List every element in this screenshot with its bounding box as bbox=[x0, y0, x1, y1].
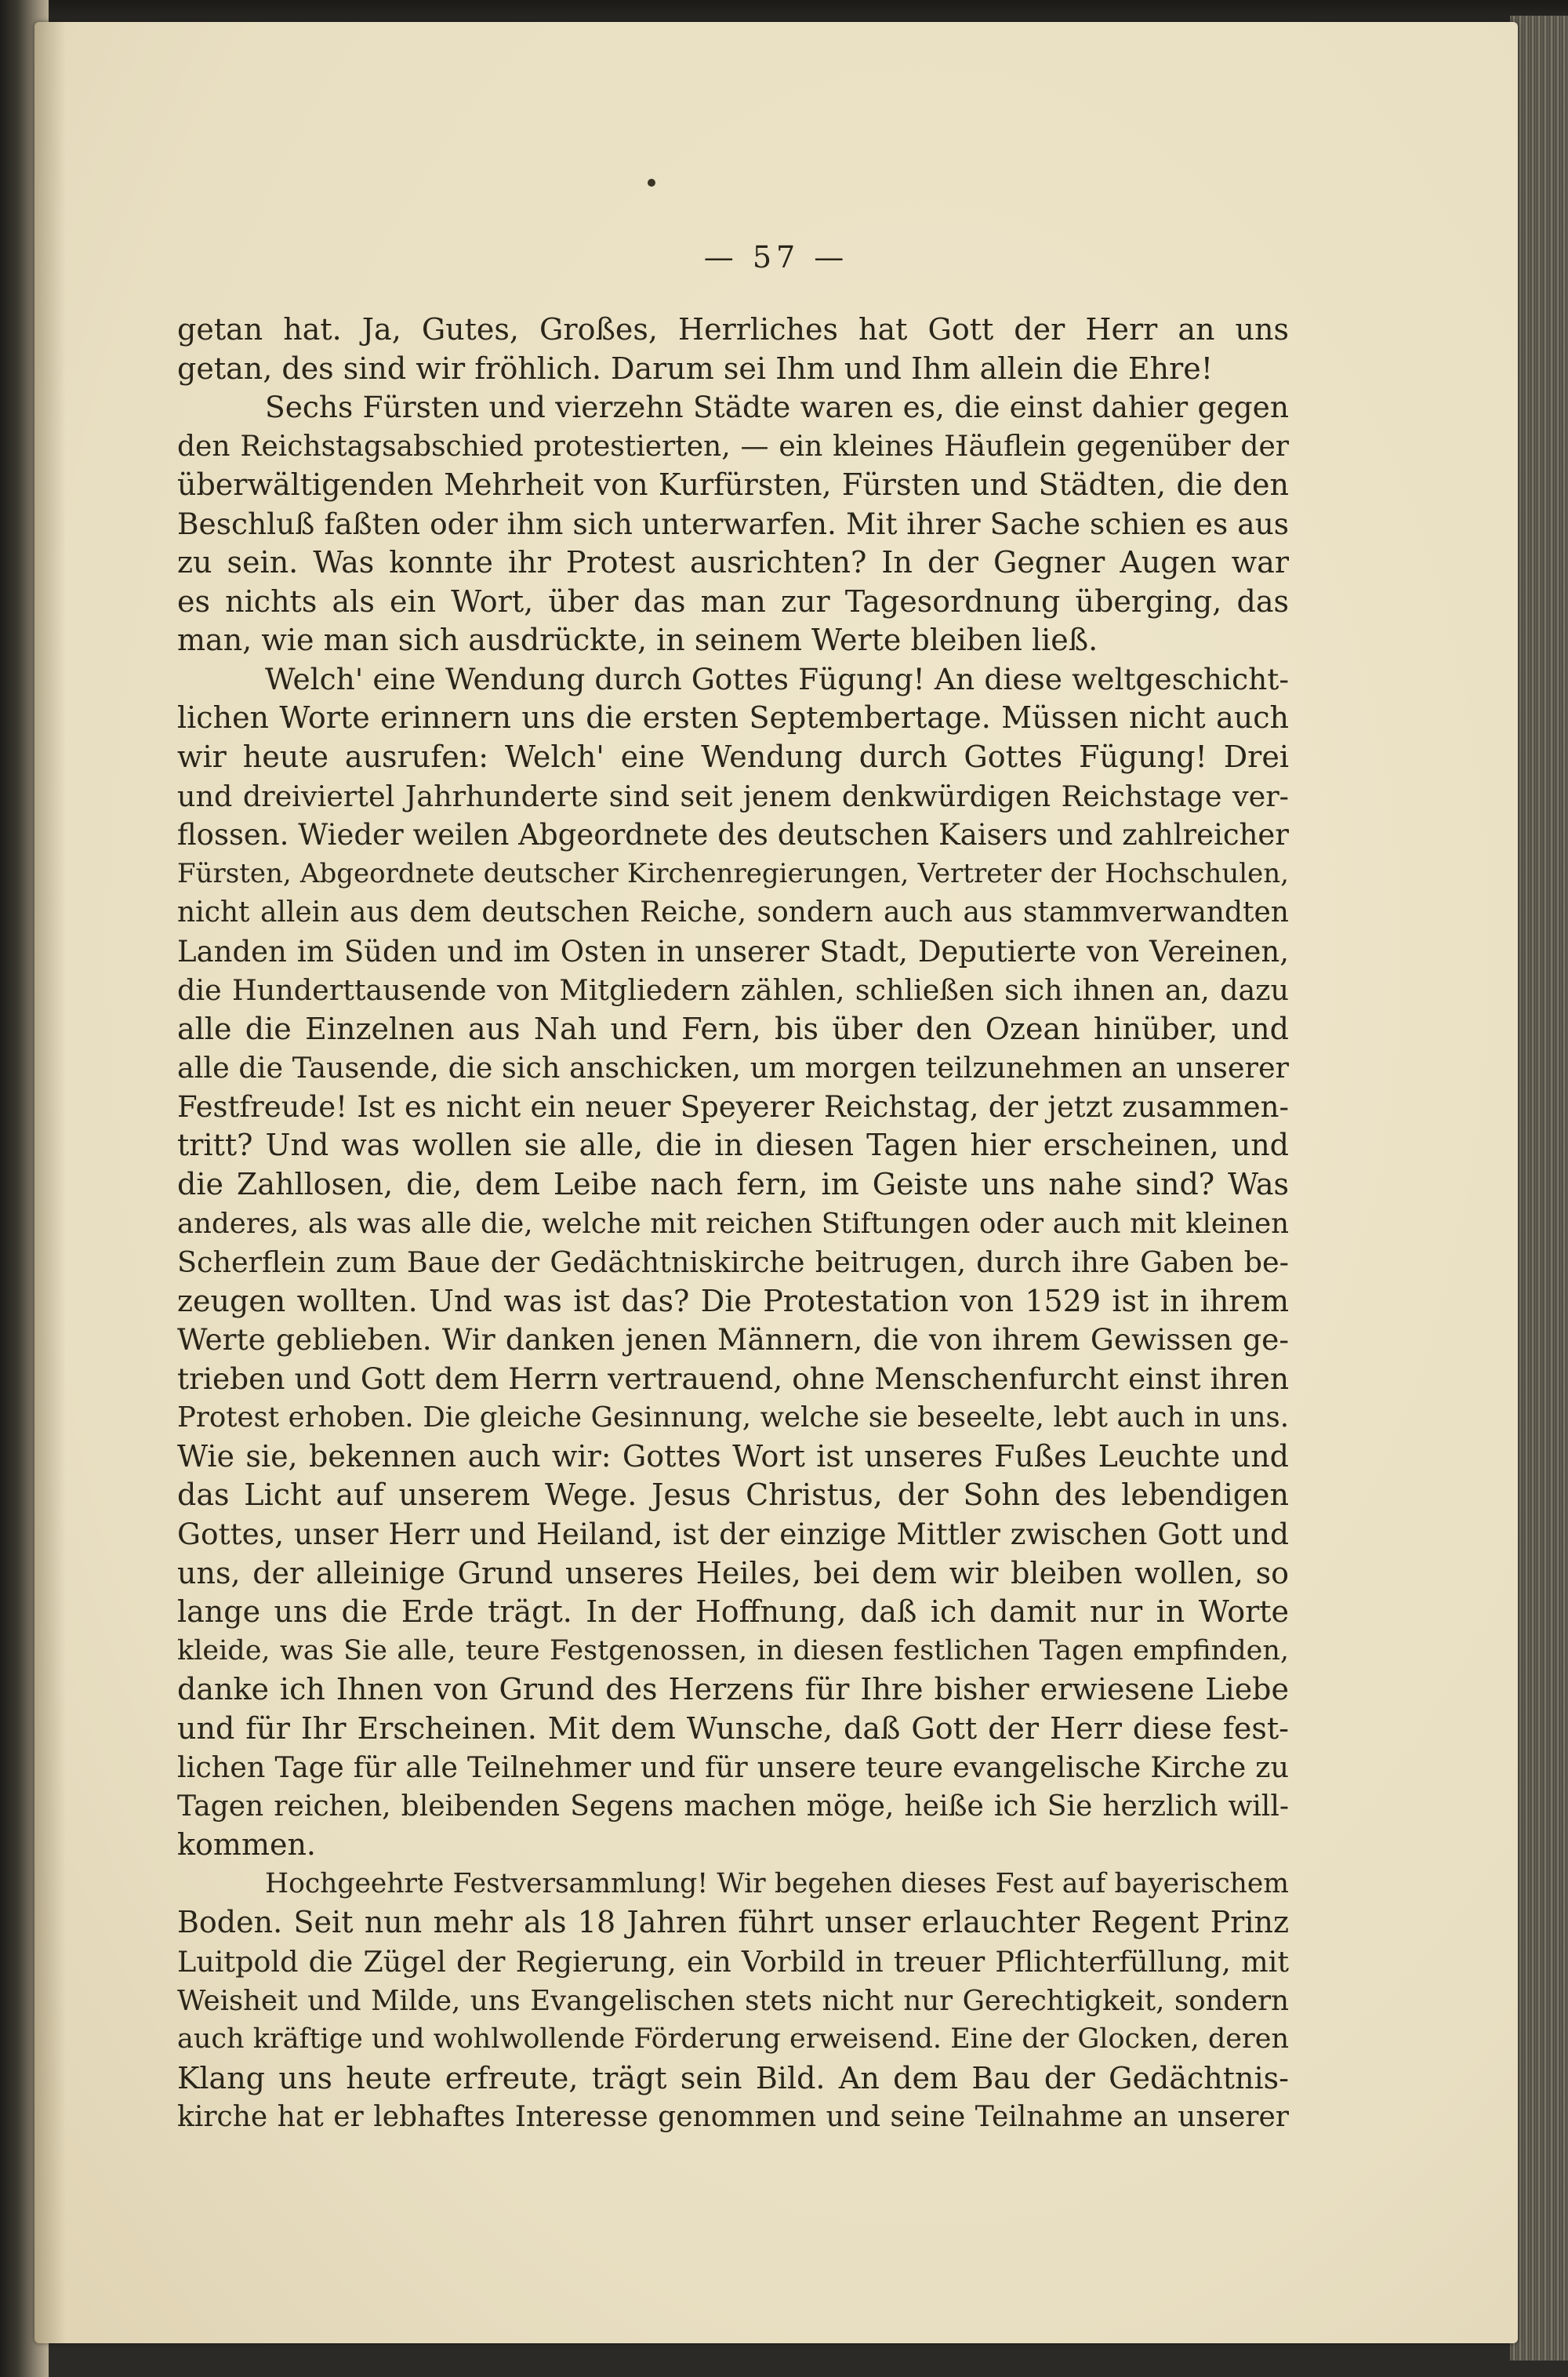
page-text bbox=[177, 311, 1289, 2137]
text-line: kirche hat er lebhaftes Interesse genommen und seine Teilnahme an unserer bbox=[177, 2101, 1289, 2134]
text-line: die Hunderttausende von Mitgliedern zählen, schließen sich ihnen an, dazu bbox=[177, 973, 1289, 1008]
text-line: tritt? Und was wollen sie alle, die in diesen Tagen hier erscheinen, und bbox=[177, 1128, 1289, 1163]
text-line: trieben und Gott dem Herrn vertrauend, ohne Menschenfurcht einst ihren bbox=[177, 1361, 1289, 1396]
text-line: flossen. Wieder weilen Abgeordnete des deutschen Kaisers und zahlreicher bbox=[177, 818, 1289, 852]
text-line: getan hat. Ja, Gutes, Großes, Herrliches hat Gott der Herr an uns bbox=[177, 312, 1289, 347]
text-line: auch kräftige und wohlwollende Förderung erweisend. Eine der Glocken, deren bbox=[177, 2023, 1289, 2055]
text-line: die Zahllosen, die, dem Leibe nach fern, im Geiste uns nahe sind? Was bbox=[177, 1167, 1289, 1202]
text-line: uns, der alleinige Grund unseres Heiles, bei dem wir bleiben wollen, so bbox=[177, 1555, 1289, 1590]
text-line: und dreiviertel Jahrhunderte sind seit jenem denkwürdigen Reichstage ver- bbox=[177, 779, 1289, 813]
text-line: Werte geblieben. Wir danken jenen Männern, die von ihrem Gewissen ge- bbox=[177, 1322, 1289, 1358]
page-number: — 57 — bbox=[703, 240, 849, 274]
text-line: Tagen reichen, bleibenden Segens machen möge, heiße ich Sie herzlich will- bbox=[177, 1790, 1289, 1823]
text-line: Welch' eine Wendung durch Gottes Fügung! An diese weltgeschicht- bbox=[265, 661, 1289, 696]
text-line: Wie sie, bekennen auch wir: Gottes Wort ist unseres Fußes Leuchte und bbox=[177, 1438, 1289, 1474]
text-line: kommen. bbox=[177, 1827, 317, 1863]
text-line: das Licht auf unserem Wege. Jesus Christus, der Sohn des lebendigen bbox=[177, 1477, 1289, 1513]
text-line: Fürsten, Abgeordnete deutscher Kirchenregierungen, Vertreter der Hochschulen, bbox=[177, 857, 1289, 889]
text-line: Landen im Süden und im Osten in unserer Stadt, Deputierte von Vereinen, bbox=[177, 934, 1289, 969]
book-page bbox=[34, 22, 1518, 2343]
text-line: überwältigenden Mehrheit von Kurfürsten, Fürsten und Städten, die den bbox=[177, 467, 1289, 503]
text-line: und für Ihr Erscheinen. Mit dem Wunsche, daß Gott der Herr diese fest- bbox=[177, 1710, 1289, 1746]
text-line: wir heute ausrufen: Welch' eine Wendung durch Gottes Fügung! Drei bbox=[177, 740, 1289, 775]
text-line: nicht allein aus dem deutschen Reiche, sondern auch aus stammverwandten bbox=[177, 896, 1289, 929]
page-stack-right bbox=[1510, 16, 1568, 2361]
text-line: getan, des sind wir fröhlich. Darum sei Ihm und Ihm allein die Ehre! bbox=[177, 351, 1214, 386]
text-line: Beschluß faßten oder ihm sich unterwarfen. Mit ihrer Sache schien es aus bbox=[177, 506, 1289, 541]
text-line: zeugen wollten. Und was ist das? Die Protestation von 1529 ist in ihrem bbox=[177, 1283, 1289, 1318]
text-line: es nichts als ein Wort, über das man zur Tagesordnung überging, das bbox=[177, 583, 1289, 619]
text-line: kleide, was Sie alle, teure Festgenossen, in diesen festlichen Tagen empfinden, bbox=[177, 1634, 1289, 1666]
text-line: den Reichstagsabschied protestierten, — ein kleines Häuflein gegenüber der bbox=[177, 430, 1289, 463]
text-line: anderes, als was alle die, welche mit reichen Stiftungen oder auch mit kleinen bbox=[177, 1207, 1289, 1240]
text-line: Weisheit und Milde, uns Evangelischen stets nicht nur Gerechtigkeit, sondern bbox=[177, 1984, 1289, 2017]
text-line: danke ich Ihnen von Grund des Herzens für Ihre bisher erwiesene Liebe bbox=[177, 1672, 1289, 1707]
text-line: zu sein. Was konnte ihr Protest ausrichten? In der Gegner Augen war bbox=[177, 545, 1289, 580]
text-line: man, wie man sich ausdrückte, in seinem Werte bleiben ließ. bbox=[177, 623, 1098, 658]
text-line: lichen Worte erinnern uns die ersten Septembertage. Müssen nicht auch bbox=[177, 700, 1289, 736]
page-gutter-shadow bbox=[34, 22, 66, 2343]
text-line: lichen Tage für alle Teilnehmer und für unsere teure evangelische Kirche zu bbox=[177, 1750, 1289, 1785]
text-line: alle die Einzelnen aus Nah und Fern, bis über den Ozean hinüber, und bbox=[177, 1011, 1289, 1046]
text-line: Protest erhoben. Die gleiche Gesinnung, welche sie beseelte, lebt auch in uns. bbox=[177, 1401, 1289, 1434]
printer-mark bbox=[648, 179, 655, 187]
text-line: Luitpold die Zügel der Regierung, ein Vorbild in treuer Pflichterfüllung, mit bbox=[177, 1944, 1289, 1979]
text-line: Sechs Fürsten und vierzehn Städte waren es, die einst dahier gegen bbox=[265, 390, 1289, 425]
text-line: alle die Tausende, die sich anschicken, um morgen teilzunehmen an unserer bbox=[177, 1051, 1289, 1085]
text-line: Boden. Seit nun mehr als 18 Jahren führt unser erlauchter Regent Prinz bbox=[177, 1905, 1289, 1940]
text-line: Klang uns heute erfreute, trägt sein Bild. An dem Bau der Gedächtnis- bbox=[177, 2060, 1289, 2095]
text-line: Gottes, unser Herr und Heiland, ist der einzige Mittler zwischen Gott und bbox=[177, 1516, 1289, 1551]
text-line: Scherflein zum Baue der Gedächtniskirche beitrugen, durch ihre Gaben be- bbox=[177, 1245, 1289, 1280]
text-line: Festfreude! Ist es nicht ein neuer Speyerer Reichstag, der jetzt zusammen- bbox=[177, 1089, 1289, 1124]
text-line: Hochgeehrte Festversammlung! Wir begehen dieses Fest auf bayerischem bbox=[265, 1867, 1289, 1899]
text-line: lange uns die Erde trägt. In der Hoffnung, daß ich damit nur in Worte bbox=[177, 1594, 1289, 1630]
